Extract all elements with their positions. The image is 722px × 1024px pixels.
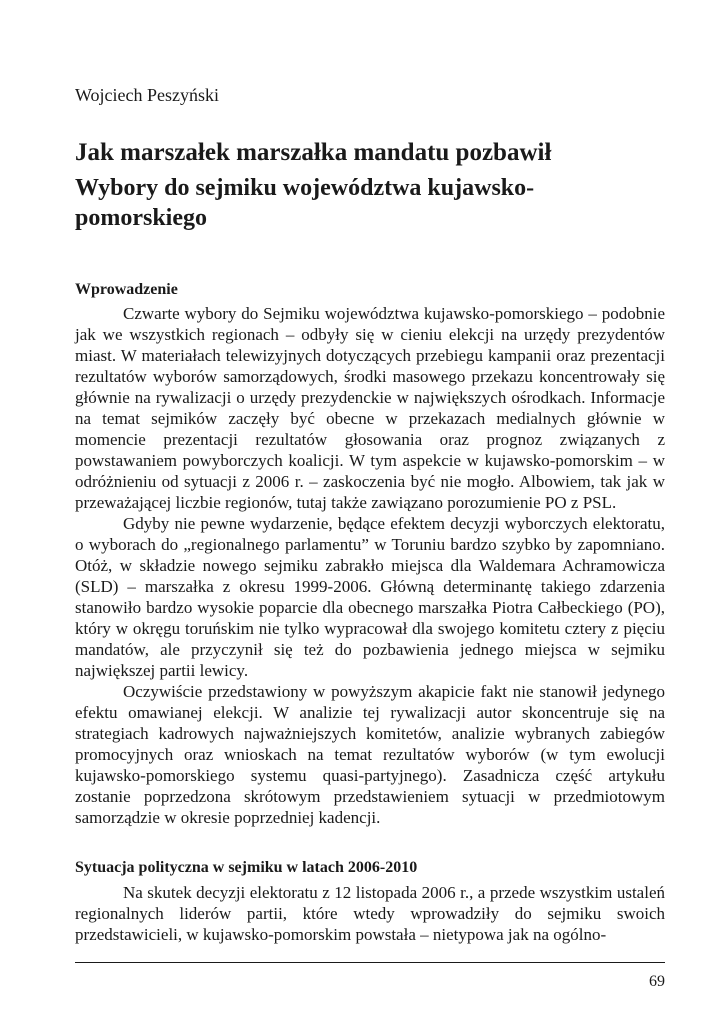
section-heading-introduction: Wprowadzenie bbox=[75, 281, 178, 298]
article-title: Jak marszałek marszałka mandatu pozbawił bbox=[75, 139, 552, 166]
section-heading-political-situation: Sytuacja polityczna w sejmiku w latach 2006-2010 bbox=[75, 859, 418, 876]
paragraph: Oczywiście przedstawiony w powyższym akapicie fakt nie stanowił jedynego efektu omawianej elekcji. W analizie tej rywalizacji autor skoncentruje się na strategiach kadrowych najważniejszych komitetów, analizie wybranych zabiegów promocyjnych oraz wnioskach na temat rezultatów wyborów (w tym ewolucji kujawsko-pomorskiego systemu quasi-partyjnego). Zasadnicza część artykułu zostanie poprzedzona skrótowym przedstawieniem sytuacji w przedmiotowym samorządzie w okresie poprzedniej kadencji. bbox=[75, 682, 665, 827]
paragraph: Gdyby nie pewne wydarzenie, będące efektem decyzji wyborczych elektoratu, o wyborach do „regionalnego parlamentu” w Toruniu bardzo szybko by zapomniano. Otóż, w składzie nowego sejmiku zabrakło miejsca dla Waldemara Achramowicza (SLD) – marszałka z okresu 1999-2006. Główną determinantę takiego zdarzenia stanowiło bardzo wysokie poparcie dla obecnego marszałka Piotra Całbeckiego (PO), który w okręgu toruńskim nie tylko wypracował dla swojego komitetu cztery z pięciu mandatów, ale przyczynił się też do pozbawienia jednego miejsca w sejmiku największej partii lewicy. bbox=[75, 514, 665, 680]
footer-divider bbox=[75, 962, 665, 963]
section-body-political-situation bbox=[75, 882, 665, 945]
paragraph: Na skutek decyzji elektoratu z 12 listopada 2006 r., a przede wszystkim ustaleń regionalnych liderów partii, które wtedy wprowadziły do sejmiku swoich przedstawicieli, w kujawsko-pomorskim powstała – nietypowa jak na ogólno- bbox=[75, 883, 665, 944]
section-body-introduction bbox=[75, 303, 665, 828]
article-subtitle: Wybory do sejmiku województwa kujawsko-pomorskiego bbox=[75, 175, 535, 231]
paragraph: Czwarte wybory do Sejmiku województwa kujawsko-pomorskiego – podobnie jak we wszystkich regionach – odbyły się w cieniu elekcji na urzędy prezydentów miast. W materiałach telewizyjnych dotyczących przebiegu kampanii oraz prezentacji rezultatów wyborów samorządowych, środki masowego przekazu koncentrowały się głównie na rywalizacji o urzędy prezydenckie w największych ośrodkach. Informacje na temat sejmików zaczęły być obecne w przekazach medialnych głównie w momencie prezentacji rezultatów głosowania oraz prognoz związanych z powstawaniem powyborczych koalicji. W tym aspekcie w kujawsko-pomorskim – w odróżnieniu od sytuacji z 2006 r. – zaskoczenia być nie mogło. Albowiem, tak jak w przeważającej liczbie regionów, tutaj także zawiązano porozumienie PO z PSL. bbox=[75, 304, 665, 512]
page-number: 69 bbox=[649, 973, 665, 990]
author-name: Wojciech Peszyński bbox=[75, 85, 220, 105]
